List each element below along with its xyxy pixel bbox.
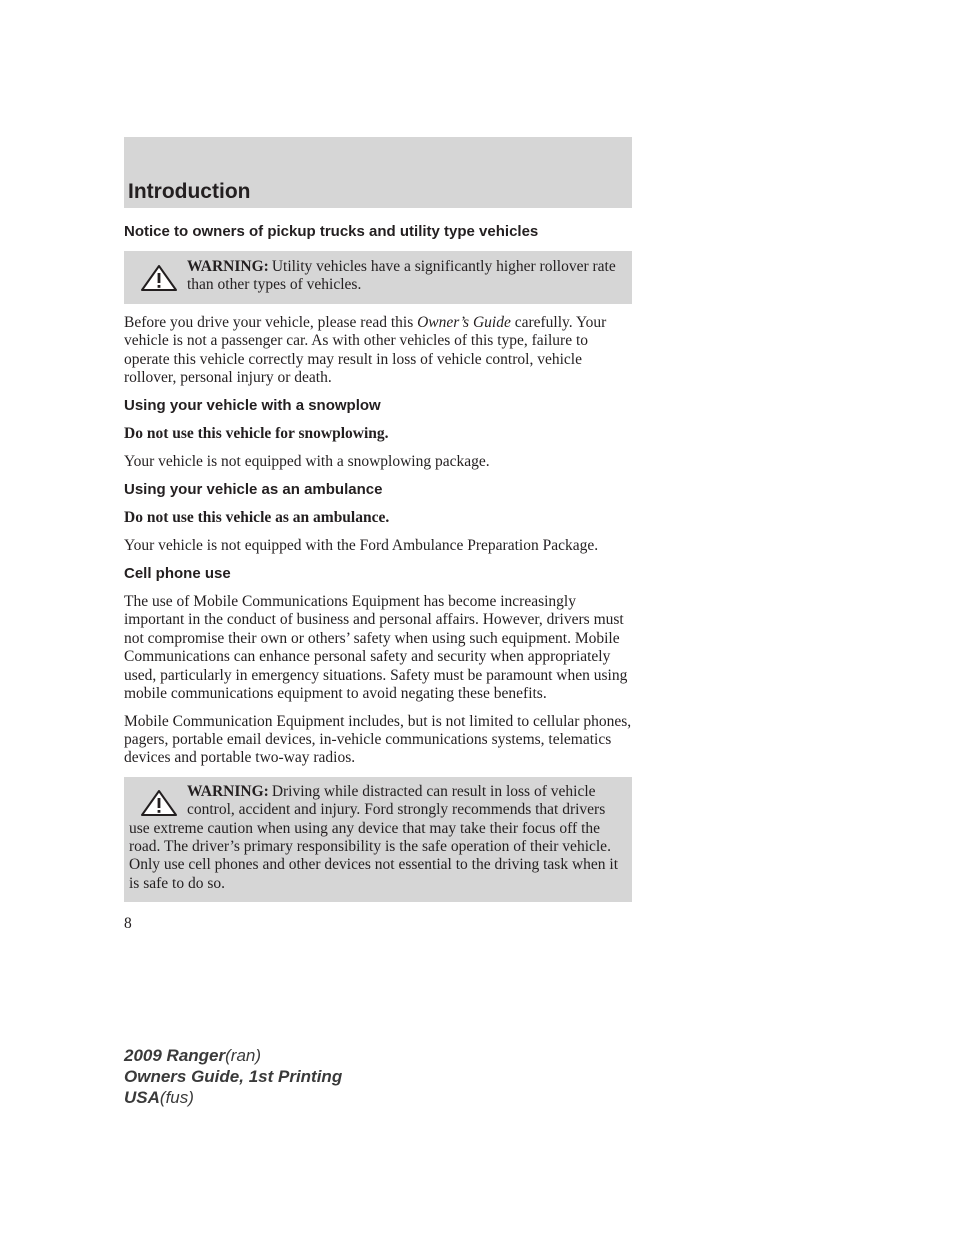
ambulance-notice: Do not use this vehicle as an ambulance.: [124, 509, 390, 527]
warning-label: WARNING:: [187, 258, 269, 275]
warning-text-rest: Ford strongly recommends that drivers use extreme caution when using any device that may take their focus off the road. The driver’s primary responsibility is the safe operation of their vehicle. Only use cell phones and other devices not essential to the driving task when it is safe to do so.: [129, 801, 618, 892]
warning-text-line1: Driving while distracted can result in loss of vehicle control, accident and injury.: [187, 782, 596, 819]
warning-box-distraction: [124, 777, 632, 902]
warning-triangle-icon: [139, 264, 179, 292]
print-footer: [124, 1045, 342, 1108]
warning-text: Utility vehicles have a significantly higher rollover rate than other types of vehicles.: [187, 258, 616, 294]
section-title: Introduction: [128, 180, 251, 203]
heading-ambulance: Using your vehicle as an ambulance: [124, 481, 383, 499]
footer-model: 2009 Ranger: [124, 1046, 226, 1065]
snowplow-notice: Do not use this vehicle for snowplowing.: [124, 425, 389, 443]
ambulance-text: Your vehicle is not equipped with the Ford Ambulance Preparation Package.: [124, 536, 599, 554]
footer-market-code: (fus): [159, 1088, 194, 1107]
pickup-paragraph: [124, 314, 632, 388]
footer-guide: Owners Guide, 1st Printing: [124, 1067, 343, 1086]
pickup-text-a: Before you drive your vehicle, please read this: [124, 313, 418, 331]
heading-snowplow: Using your vehicle with a snowplow: [124, 397, 381, 415]
footer-model-code: (ran): [225, 1046, 262, 1065]
snowplow-text: Your vehicle is not equipped with a snowplowing package.: [124, 452, 490, 470]
cell-paragraph-1: The use of Mobile Communications Equipment has become increasingly important in the conduct of business and personal affairs. However, drivers must not compromise their own or others’ safety when using such equipment. Mobile Communications can enhance personal safety and security when appropriately used, particularly in emergency situations. Safety must be paramount when using mobile communications equipment to avoid negating these benefits.: [124, 593, 628, 703]
cell-paragraph-2: Mobile Communication Equipment includes, but is not limited to cellular phones, pagers, portable email devices, in-vehicle communications systems, telematics devices and portable two-way radios.: [124, 712, 632, 767]
page-number: 8: [124, 915, 132, 932]
owners-guide-title: Owner’s Guide: [417, 313, 511, 331]
section-header: [124, 137, 632, 208]
warning-box-rollover: [124, 251, 632, 304]
page-content: [124, 222, 632, 912]
warning-triangle-icon: [139, 789, 179, 817]
pickup-text-b: carefully. Your vehicle is not a passenger car. As with other vehicles of this type, failure to operate this vehicle correctly may result in loss of vehicle control, vehicle rollover, personal injury or death.: [124, 313, 607, 387]
footer-market: USA: [124, 1088, 160, 1107]
heading-cell-phone: Cell phone use: [124, 565, 231, 583]
heading-pickup-notice: Notice to owners of pickup trucks and utility type vehicles: [124, 223, 539, 240]
warning-label: WARNING:: [187, 782, 269, 800]
